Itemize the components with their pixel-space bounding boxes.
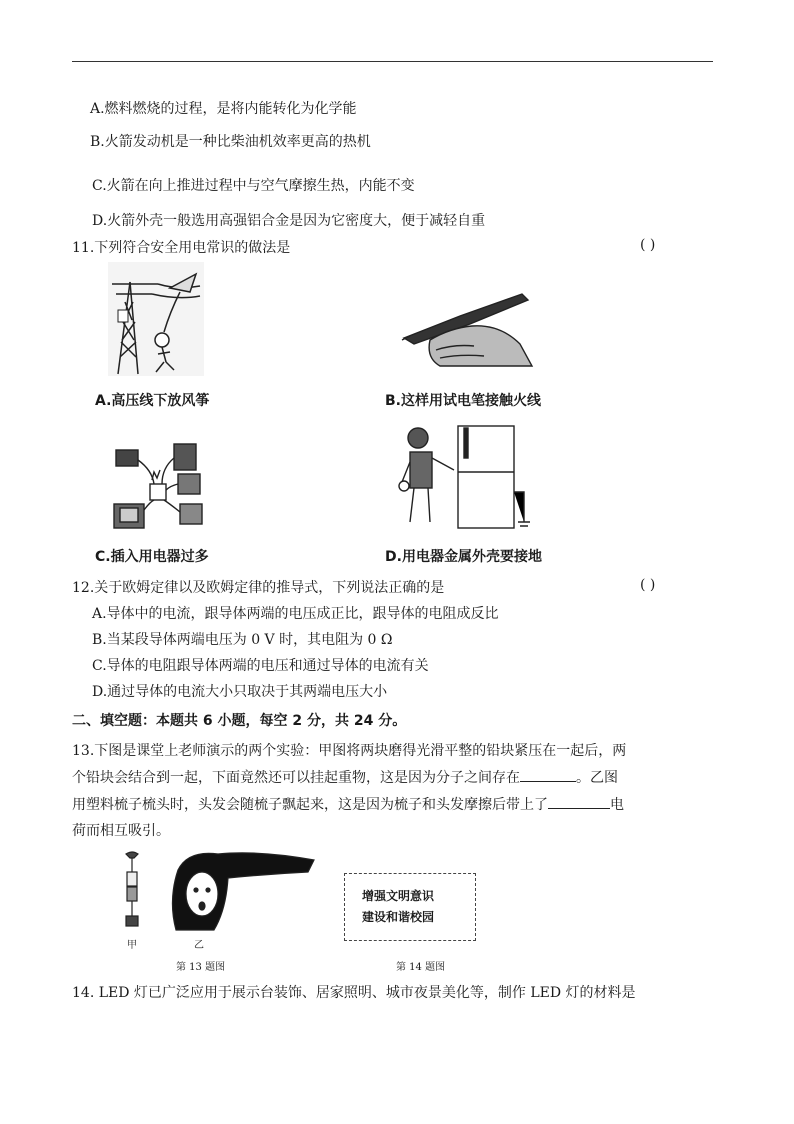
q14-sign-board [344,873,476,941]
q12-stem: 12.关于欧姆定律以及欧姆定律的推导式，下列说法正确的是 [72,580,445,596]
q13-line-3-text: 用塑料梳子梳头时，头发会随梳子飘起来，这是因为梳子和头发摩擦后带上了 [72,797,548,813]
q10-option-b: B.火箭发动机是一种比柴油机效率更高的热机 [90,134,371,150]
q13-experiment-figure [118,850,318,934]
q12-option-c: C.导体的电阻跟导体两端的电压和通过导体的电流有关 [92,658,429,674]
q14-sign-line-1: 增强文明意识 [362,889,435,903]
q14-figure-caption: 第 14 题图 [396,962,446,973]
section-title-fill-in: 二、填空题：本题共 6 小题，每空 2 分，共 24 分。 [72,713,407,729]
label-yi: 乙 [194,940,204,951]
label-jia: 甲 [127,940,137,951]
q11-stem: 11.下列符合安全用电常识的做法是 [72,240,291,256]
overloaded-socket-image [108,440,208,532]
q14-line-1: 14. LED 灯已广泛应用于展示台装饰、居家照明、城市夜景美化等，制作 LED 灯的材料是 [72,985,636,1001]
q13-line-3 [72,794,624,814]
kite-under-powerline-image [108,262,204,376]
q11-caption-b: B.这样用试电笔接触火线 [385,393,541,409]
q12-option-b: B.当某段导体两端电压为 0 V 时，其电阻为 0 Ω [92,632,393,648]
q11-answer-bracket: ( ) [640,237,656,253]
q11-caption-c: C.插入用电器过多 [95,549,209,565]
q13-line-2-tail: 。乙图 [576,770,618,786]
grounded-appliance-image [398,422,543,532]
q12-option-d: D.通过导体的电流大小只取决于其两端电压大小 [92,684,388,700]
test-pen-hand-image [400,288,535,368]
q12-answer-bracket: ( ) [640,577,656,593]
q10-option-c: C.火箭在向上推进过程中与空气摩擦生热，内能不变 [92,178,415,194]
q11-caption-a: A.高压线下放风筝 [95,393,210,409]
q13-line-1: 13.下图是课堂上老师演示的两个实验：甲图将两块磨得光滑平整的铅块紧压在一起后，两 [72,743,627,759]
q13-line-2 [72,767,618,787]
q11-caption-d: D.用电器金属外壳要接地 [385,549,542,565]
q13-line-3-tail: 电 [610,797,624,813]
q13-line-4: 荷而相互吸引。 [72,823,170,839]
q13-blank-1[interactable] [520,767,576,782]
q12-option-a: A.导体中的电流，跟导体两端的电压成正比，跟导体的电阻成反比 [92,606,499,622]
header-rule [72,61,713,62]
q13-figure-caption: 第 13 题图 [176,962,226,973]
q13-line-2-text: 个铅块会结合到一起，下面竟然还可以挂起重物，这是因为分子之间存在 [72,770,520,786]
q14-sign-line-2: 建设和谐校园 [362,910,435,924]
q13-blank-2[interactable] [548,794,610,809]
q10-option-a: A.燃料燃烧的过程，是将内能转化为化学能 [90,101,357,117]
q10-option-d: D.火箭外壳一般选用高强铝合金是因为它密度大，便于减轻自重 [92,213,486,229]
